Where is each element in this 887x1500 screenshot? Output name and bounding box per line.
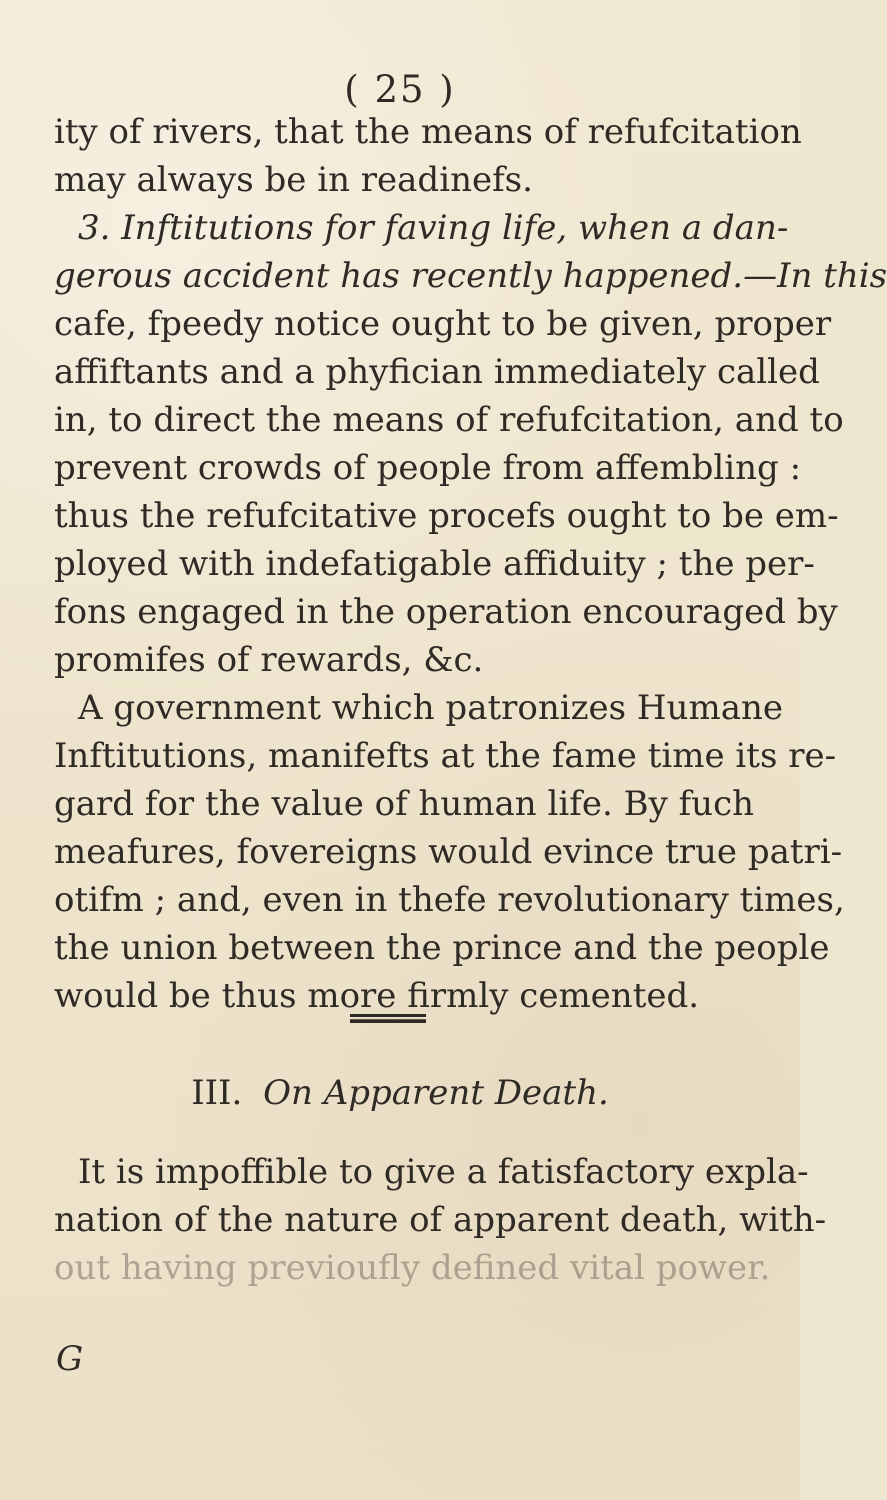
section-divider (350, 1014, 426, 1023)
paragraph-line: ployed with indefatigable affiduity ; the per- (54, 544, 815, 584)
paragraph-line: may always be in readinefs. (54, 160, 533, 200)
paragraph-line: Inftitutions, manifefts at the fame time its re- (54, 736, 837, 776)
section-number: III. (191, 1073, 243, 1113)
page-header: ( 25 ) (344, 68, 456, 111)
paragraph-line: nation of the nature of apparent death, with- (54, 1200, 827, 1240)
paragraph-3 (54, 684, 845, 1020)
section-heading-line: 3. Inftitutions for faving life, when a dan- (78, 208, 789, 248)
paragraph-4 (54, 1148, 827, 1292)
paragraph-line: It is impoffible to give a fatisfactory expla- (78, 1152, 809, 1192)
section-title-text: On Apparent Death. (263, 1073, 609, 1113)
paragraph-line: gard for the value of human life. By fuch (54, 784, 755, 824)
paragraph-line: affiftants and a phyfician immediately called (54, 352, 820, 392)
paragraph-line: would be thus more firmly cemented. (54, 976, 700, 1016)
paragraph-line: thus the refufcitative procefs ought to be em- (54, 496, 839, 536)
paragraph-line: in, to direct the means of refufcitation, and to (54, 400, 844, 440)
paragraph-line: cafe, fpeedy notice ought to be given, proper (54, 304, 832, 344)
section-title (0, 1073, 800, 1113)
paragraph-line: the union between the prince and the people (54, 928, 830, 968)
paragraph-line: promifes of rewards, &c. (54, 640, 484, 680)
paragraph-line: meafures, fovereigns would evince true patri- (54, 832, 843, 872)
paragraph-line: fons engaged in the operation encouraged by (54, 592, 838, 632)
paragraph-line: out having previoufly defined vital power. (54, 1248, 771, 1288)
paragraph-line: prevent crowds of people from affembling : (54, 448, 802, 488)
paragraph-2 (54, 204, 887, 684)
paragraph-line: A government which patronizes Humane (78, 688, 783, 728)
paragraph-line: ity of rivers, that the means of refufcitation (54, 112, 802, 152)
paragraph-1 (54, 108, 802, 204)
section-heading-line: gerous accident has recently happened.—In this (54, 256, 887, 296)
catchword: G (56, 1339, 84, 1379)
paragraph-line: otifm ; and, even in thefe revolutionary times, (54, 880, 845, 920)
